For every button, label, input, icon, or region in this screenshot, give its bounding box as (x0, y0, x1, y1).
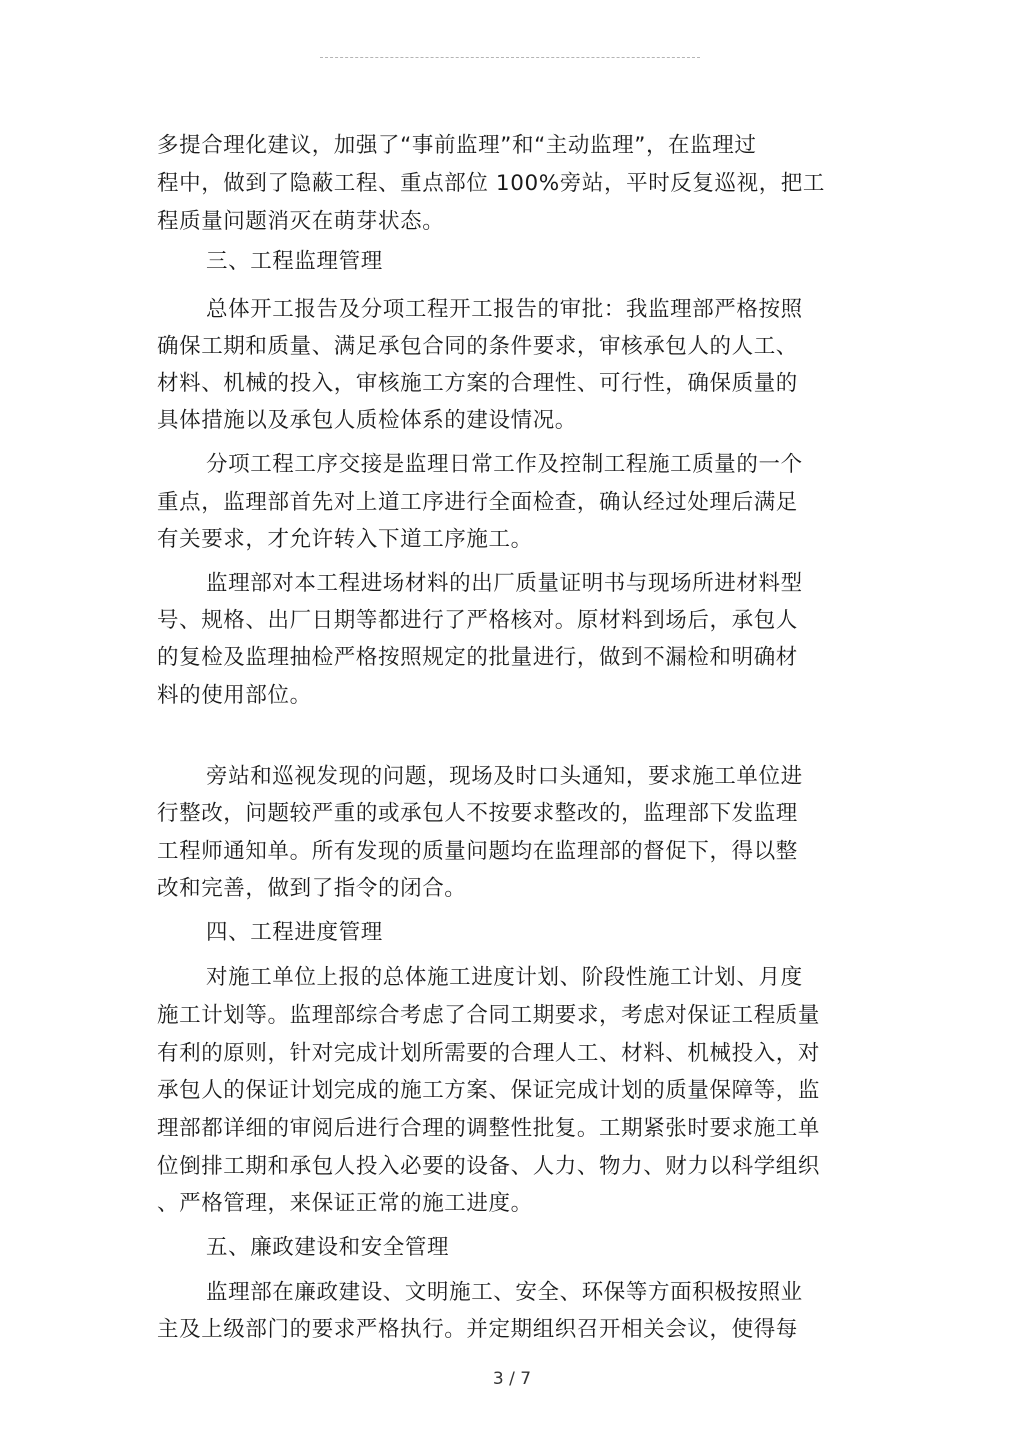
heading-text: 五、廉政建设和安全管理 (206, 1235, 450, 1260)
paragraph-line: 理部都详细的审阅后进行合理的调整性批复。工期紧张时要求施工单 (157, 1116, 821, 1141)
paragraph-line: 主及上级部门的要求严格执行。并定期组织召开相关会议，使得每 (157, 1317, 798, 1342)
paragraph-line: 程质量问题消灭在萌芽状态。 (157, 209, 445, 234)
paragraph-line: 有关要求，才允许转入下道工序施工。 (157, 527, 533, 552)
paragraph-line: 施工计划等。监理部综合考虑了合同工期要求，考虑对保证工程质量 (157, 1003, 821, 1028)
paragraph-line: 确保工期和质量、满足承包合同的条件要求，审核承包人的人工、 (157, 334, 798, 359)
paragraph-line: 位倒排工期和承包人投入必要的设备、人力、物力、财力以科学组织 (157, 1154, 821, 1179)
paragraph-line: 监理部对本工程进场材料的出厂质量证明书与现场所进材料型 (206, 571, 803, 596)
paragraph-line: 分项工程工序交接是监理日常工作及控制工程施工质量的一个 (206, 452, 803, 477)
paragraph-line: 的复检及监理抽检严格按照规定的批量进行，做到不漏检和明确材 (157, 645, 798, 670)
paragraph-line: 号、规格、出厂日期等都进行了严格核对。原材料到场后，承包人 (157, 608, 798, 633)
paragraph-line: 工程师通知单。所有发现的质量问题均在监理部的督促下，得以整 (157, 839, 798, 864)
page-number: 3 / 7 (492, 1369, 532, 1389)
paragraph-line: 、严格管理，来保证正常的施工进度。 (157, 1191, 533, 1216)
paragraph-line: 料的使用部位。 (157, 683, 312, 708)
paragraph-line: 有利的原则，针对完成计划所需要的合理人工、材料、机械投入，对 (157, 1041, 821, 1066)
paragraph-line: 总体开工报告及分项工程开工报告的审批：我监理部严格按照 (206, 297, 803, 322)
paragraph-line: 程中，做到了隐蔽工程、重点部位 100%旁站，平时反复巡视，把工 (157, 171, 826, 196)
heading-text: 三、工程监理管理 (206, 249, 383, 274)
paragraph-line: 监理部在廉政建设、文明施工、安全、环保等方面积极按照业 (206, 1280, 803, 1305)
paragraph-line: 材料、机械的投入，审核施工方案的合理性、可行性，确保质量的 (157, 371, 798, 396)
paragraph-line: 行整改，问题较严重的或承包人不按要求整改的，监理部下发监理 (157, 801, 798, 826)
paragraph-line: 改和完善，做到了指令的闭合。 (157, 876, 467, 901)
paragraph-line: 承包人的保证计划完成的施工方案、保证完成计划的质量保障等，监 (157, 1078, 821, 1103)
paragraph-line: 具体措施以及承包人质检体系的建设情况。 (157, 408, 577, 433)
paragraph-line: 重点，监理部首先对上道工序进行全面检查，确认经过处理后满足 (157, 490, 798, 515)
paragraph-line: 多提合理化建议，加强了“事前监理”和“主动监理”，在监理过 (157, 133, 757, 158)
heading-text: 四、工程进度管理 (206, 920, 383, 945)
paragraph-line: 旁站和巡视发现的问题，现场及时口头通知，要求施工单位进 (206, 764, 803, 789)
paragraph-line: 对施工单位上报的总体施工进度计划、阶段性施工计划、月度 (206, 965, 803, 990)
header-divider (320, 57, 700, 58)
